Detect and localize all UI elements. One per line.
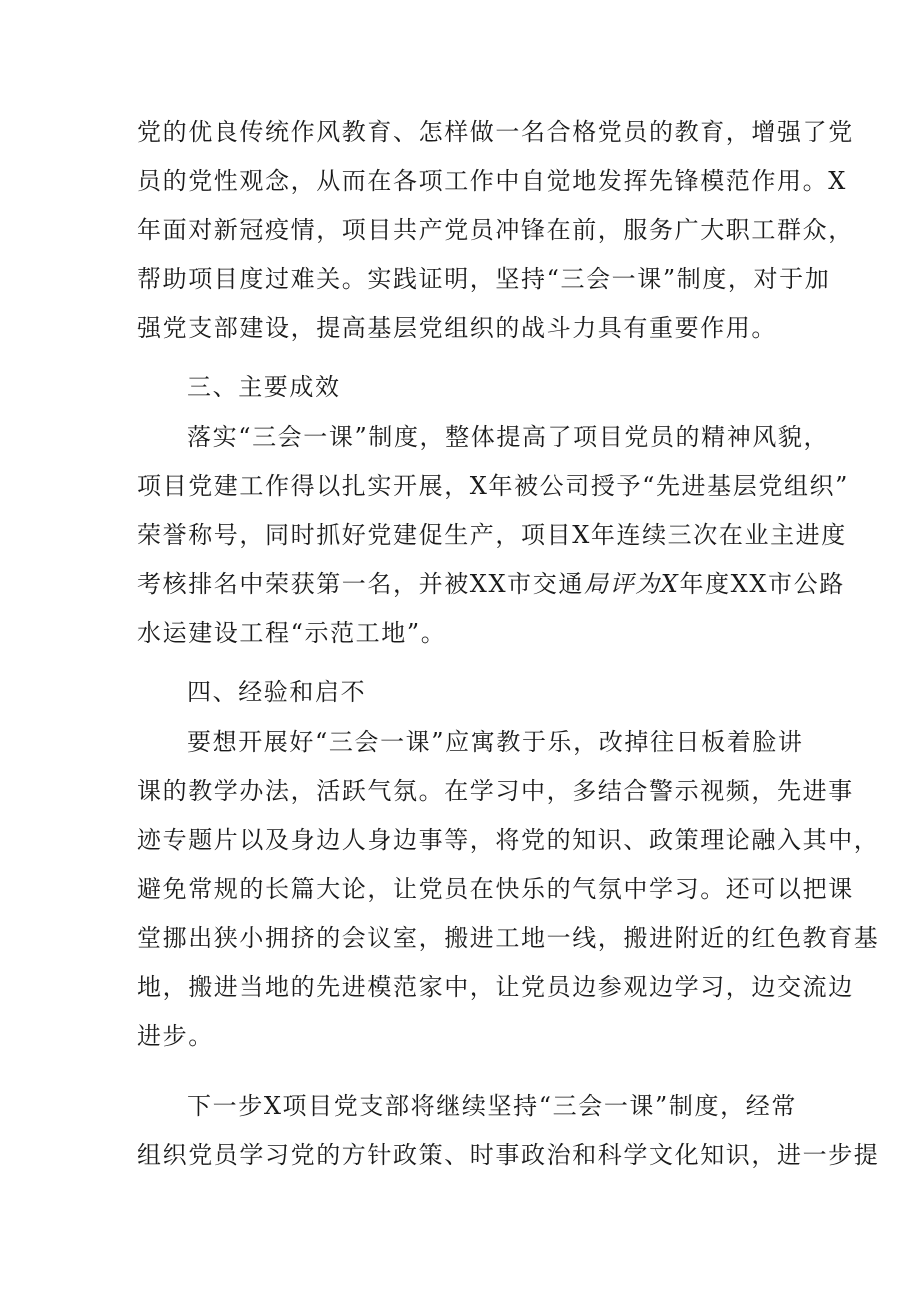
text-line: 荣誉称号，同时抓好党建促生产，项目X年连续三次在业主进度 bbox=[137, 521, 847, 549]
text-line: 强党支部建设，提高基层党组织的战斗力具有重要作用。 bbox=[137, 314, 777, 342]
text-line: 帮助项目度过难关。实践证明，坚持“三会一课”制度，对于加 bbox=[137, 265, 831, 293]
text-span: 年度XX市公路 bbox=[679, 570, 845, 598]
text-line: 进步。 bbox=[137, 1022, 214, 1050]
text-line: 组织党员学习党的方针政策、时事政治和科学文化知识，进一步提 bbox=[137, 1141, 880, 1169]
text-line: 堂挪出狭小拥挤的会议室，搬进工地一线，搬进附近的红色教育基 bbox=[137, 924, 880, 952]
text-line: 党的优良传统作风教育、怎样做一名合格党员的教育，增强了党 bbox=[137, 118, 854, 146]
text-line: 落实“三会一课”制度，整体提高了项目党员的精神风貌， bbox=[187, 423, 830, 451]
text-line: 地，搬进当地的先进模范家中，让党员边参观边学习，边交流边 bbox=[137, 973, 854, 1001]
text-line: 年面对新冠疫情，项目共产党员冲锋在前，服务广大职工群众， bbox=[137, 216, 854, 244]
text-line: 下一步X项目党支部将继续坚持“三会一课”制度，经常 bbox=[187, 1092, 797, 1120]
text-line: 课的教学办法，活跃气氛。在学习中，多结合警示视频，先进事 bbox=[137, 777, 854, 805]
text-line: 员的党性观念，从而在各项工作中自觉地发挥先锋模范作用。X bbox=[137, 167, 847, 195]
text-span: 考核排名中荣获第一名，并被XX市交通 bbox=[137, 570, 584, 598]
text-line: 迹专题片以及身边人身边事等，将党的知识、政策理论融入其中， bbox=[137, 826, 880, 854]
text-line: 项目党建工作得以扎实开展，X年被公司授予“先进基层党组织” bbox=[137, 472, 850, 500]
section-heading-results: 三、主要成效 bbox=[187, 373, 341, 401]
text-line: 避免常规的长篇大论，让党员在快乐的气氛中学习。还可以把课 bbox=[137, 875, 854, 903]
text-line: 要想开展好“三会一课”应寓教于乐，改掉往日板着脸讲 bbox=[187, 728, 804, 756]
section-heading-experience: 四、经验和启不 bbox=[187, 678, 367, 706]
text-line bbox=[137, 569, 845, 599]
text-line: 水运建设工程“示范工地”。 bbox=[137, 619, 447, 647]
italic-text-span: 局评为X bbox=[583, 570, 680, 598]
